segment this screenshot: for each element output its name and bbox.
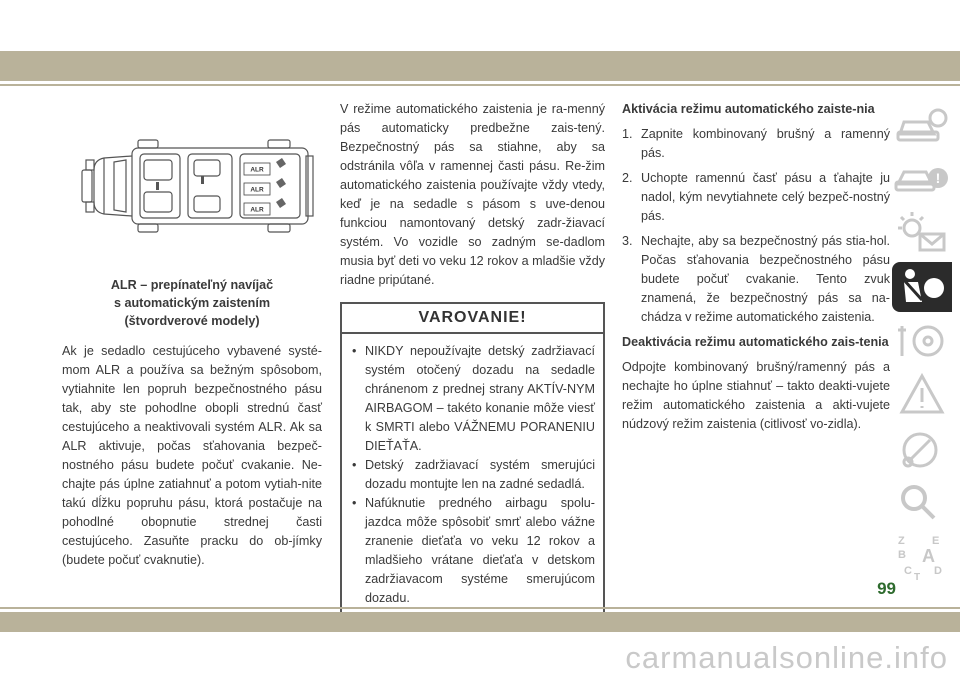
top-header-band	[0, 0, 960, 87]
warning-list	[342, 342, 603, 608]
figure-caption	[62, 276, 322, 330]
warning-item	[352, 494, 595, 608]
header-band	[0, 51, 960, 81]
road-warning-icon	[892, 370, 952, 420]
step-number: 2.	[622, 171, 633, 185]
column-right	[622, 100, 890, 434]
index-letter: Z	[898, 535, 905, 547]
warning-box	[340, 302, 605, 618]
tab-index[interactable]	[892, 532, 952, 582]
svg-text:!: !	[935, 170, 941, 186]
column-middle	[340, 100, 605, 618]
tab-seatbelt-airbag[interactable]	[892, 262, 952, 312]
step-text: Nechajte, aby sa bezpečnostný pás stia-hol. Počas sťahovania bezpečnostného pásu budete počuť cvakanie. Tento zvuk znamená, že bezpečnostný pás sa na-chádza v režime automatického zaistenia.	[641, 234, 890, 324]
bullet: •	[352, 344, 357, 358]
tab-lights-messages[interactable]	[892, 208, 952, 258]
watermark: carmanualsonline.info	[625, 640, 948, 675]
tab-starting-driving[interactable]	[892, 316, 952, 366]
index-letter: T	[914, 572, 921, 582]
index-letter: E	[932, 535, 940, 547]
activation-steps	[622, 125, 890, 327]
tab-emergency[interactable]	[892, 370, 952, 420]
step-item	[622, 125, 890, 163]
footer-rule	[0, 607, 960, 609]
index-letter: A	[922, 546, 935, 566]
tab-search[interactable]	[892, 478, 952, 528]
step-item	[622, 232, 890, 327]
vehicle-top-view-illustration	[80, 100, 315, 270]
header-rule	[0, 84, 960, 86]
index-letters-icon	[892, 532, 952, 582]
vehicle-seat-figure	[80, 100, 315, 270]
warning-item-text: Nafúknutie predného airbagu spolu-jazdca môže spôsobiť smrť alebo vážne zranenie dieťaťa vo veku 12 rokov a mladšieho vrátane dieťaťa v detskom zadržiavacom systéme smerujúcom dozadu.	[365, 496, 595, 605]
step-number: 1.	[622, 127, 633, 141]
car-info-icon	[892, 100, 952, 150]
alr-label-2: ALR	[250, 186, 264, 194]
step-text: Uchopte ramennú časť pásu a ťahajte ju nadol, kým nevytiahnete celý bezpeč-nostný pás.	[641, 171, 890, 223]
step-number: 3.	[622, 234, 633, 248]
caption-line-2: s automatickým zaistením	[113, 296, 271, 310]
warning-item	[352, 456, 595, 494]
alr-label-1: ALR	[250, 166, 264, 174]
index-letter: D	[934, 565, 942, 577]
steering-key-icon	[892, 316, 952, 366]
magnifier-icon	[892, 478, 952, 528]
index-letter: B	[898, 549, 906, 561]
deactivation-heading: Deaktivácia režimu automatického zais-tenia	[622, 335, 889, 349]
tab-maintenance[interactable]	[892, 424, 952, 474]
caption-line-3: (štvordverové modely)	[124, 314, 260, 328]
auto-lock-paragraph: V režime automatického zaistenia je ra-menný pás automaticky predbežne zais-tený. Bezpečnostný pás sa stiahne, aby sa odstránila vôľa v ramennej časti pásu. Re-žim automatického zaistenia používajte vždy vtedy, keď je na sedadle s pásom s uve-denou funkciou namontovaný detský zadr-žiavací systém. Vo vozidle so zadným se-dadlom musia byť deti vo veku 12 rokov a mladšie vždy riadne pripútané.	[340, 102, 605, 287]
warning-title: VAROVANIE!	[342, 304, 603, 334]
seatbelt-airbag-icon	[892, 262, 952, 312]
lights-message-icon	[892, 208, 952, 258]
activation-heading: Aktivácia režimu automatického zaiste-nia	[622, 102, 875, 116]
bullet: •	[352, 496, 357, 510]
warning-item	[352, 342, 595, 456]
alr-usage-paragraph: Ak je sedadlo cestujúceho vybavené systé-mom ALR a používa sa bežným spôsobom, vytiahnite len popruh bezpečnostného pásu tak, aby ste pohodlne obopli strednú časť cestujúceho a neaktivovali systém ALR. Ak sa ALR aktivuje, počas sťahovania bezpeč-nostného pásu budete počuť cvakanie. Ne-chajte pás úplne zatiahnuť a potom vytiah-nite takú dĺžku popruhu pásu, ktorá postačuje na pohodlné obopnutie strednej časti cestujúceho. Zasuňte pracku do ob-jímky (budete počuť cvaknutie).	[62, 344, 322, 567]
step-item	[622, 169, 890, 226]
bullet: •	[352, 458, 357, 472]
wrench-car-icon	[892, 424, 952, 474]
footer-band	[0, 612, 960, 632]
car-warning-icon	[892, 154, 952, 204]
alr-label-3: ALR	[250, 206, 264, 214]
step-text: Zapnite kombinovaný brušný a ramenný pás.	[641, 127, 890, 160]
tab-car-info[interactable]	[892, 100, 952, 150]
warning-item-text: NIKDY nepoužívajte detský zadržiavací systém otočený dozadu na sedadle chránenom z prednej strany AKTÍV-NYM AIRBAGOM – takéto konanie môže viesť k SMRTI alebo VÁŽNEMU PORANENIU DIEŤAŤA.	[365, 344, 595, 453]
section-tabs	[892, 100, 952, 586]
index-letter: C	[904, 565, 912, 577]
page-number: 99	[877, 579, 896, 598]
deactivation-paragraph: Odpojte kombinovaný brušný/ramenný pás a nechajte ho úplne stiahnuť – takto deakti-vujete režim automatického zaistenia a akti-vujete núdzový režim zaistenia (citlivosť vo-zidla).	[622, 360, 890, 431]
caption-line-1: ALR – prepínateľný navíjač	[110, 278, 274, 292]
warning-item-text: Detský zadržiavací systém smerujúci dozadu montujte len na zadné sedadlá.	[365, 458, 595, 491]
tab-car-warning[interactable]	[892, 154, 952, 204]
column-left	[62, 100, 322, 570]
